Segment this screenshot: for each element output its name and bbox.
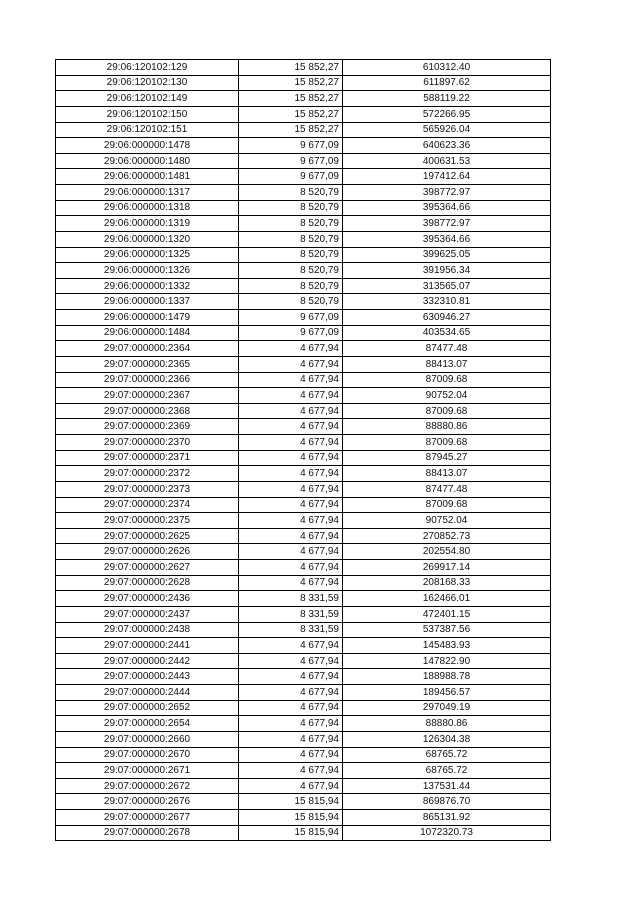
rate-cell: 4 677,94 (239, 716, 343, 732)
cadastral-number-cell: 29:06:120102:149 (56, 91, 239, 107)
rate-cell: 4 677,94 (239, 731, 343, 747)
table-row (56, 75, 551, 91)
cadastral-number-cell: 29:07:000000:2670 (56, 747, 239, 763)
rate-cell: 4 677,94 (239, 685, 343, 701)
value-cell: 68765.72 (343, 747, 551, 763)
cadastral-number-cell: 29:07:000000:2660 (56, 731, 239, 747)
value-cell: 398772.97 (343, 216, 551, 232)
cadastral-number-cell: 29:06:000000:1481 (56, 169, 239, 185)
value-cell: 87009.68 (343, 372, 551, 388)
cadastral-number-cell: 29:06:000000:1325 (56, 247, 239, 263)
rate-cell: 15 815,94 (239, 794, 343, 810)
rate-cell: 9 677,09 (239, 169, 343, 185)
rate-cell: 4 677,94 (239, 528, 343, 544)
value-cell: 87945.27 (343, 450, 551, 466)
value-cell: 640623.36 (343, 138, 551, 154)
value-cell: 87477.48 (343, 341, 551, 357)
table-row (56, 263, 551, 279)
value-cell: 399625.05 (343, 247, 551, 263)
cadastral-number-cell: 29:06:000000:1320 (56, 231, 239, 247)
table-row (56, 294, 551, 310)
value-cell: 88413.07 (343, 466, 551, 482)
table-row (56, 747, 551, 763)
value-cell: 88880.86 (343, 419, 551, 435)
rate-cell: 8 520,79 (239, 185, 343, 201)
cadastral-number-cell: 29:07:000000:2372 (56, 466, 239, 482)
rate-cell: 15 852,27 (239, 106, 343, 122)
value-cell: 332310.81 (343, 294, 551, 310)
value-cell: 565926.04 (343, 122, 551, 138)
cadastral-number-cell: 29:07:000000:2676 (56, 794, 239, 810)
value-cell: 398772.97 (343, 185, 551, 201)
value-cell: 472401.15 (343, 606, 551, 622)
table-row (56, 513, 551, 529)
cadastral-number-cell: 29:07:000000:2438 (56, 622, 239, 638)
value-cell: 90752.04 (343, 388, 551, 404)
cadastral-number-cell: 29:07:000000:2373 (56, 481, 239, 497)
rate-cell: 9 677,09 (239, 153, 343, 169)
cadastral-number-cell: 29:07:000000:2371 (56, 450, 239, 466)
value-cell: 188988.78 (343, 669, 551, 685)
value-cell: 87009.68 (343, 435, 551, 451)
rate-cell: 15 852,27 (239, 91, 343, 107)
value-cell: 270852.73 (343, 528, 551, 544)
value-cell: 197412.64 (343, 169, 551, 185)
cadastral-number-cell: 29:07:000000:2441 (56, 638, 239, 654)
table-row (56, 466, 551, 482)
table-row (56, 403, 551, 419)
rate-cell: 4 677,94 (239, 372, 343, 388)
rate-cell: 15 815,94 (239, 810, 343, 826)
value-cell: 189456.57 (343, 685, 551, 701)
cadastral-number-cell: 29:07:000000:2625 (56, 528, 239, 544)
cadastral-number-cell: 29:06:120102:129 (56, 60, 239, 76)
table-row (56, 591, 551, 607)
cadastral-number-cell: 29:07:000000:2671 (56, 763, 239, 779)
cadastral-number-cell: 29:06:000000:1332 (56, 278, 239, 294)
data-table (55, 59, 551, 841)
table-row (56, 606, 551, 622)
rate-cell: 15 815,94 (239, 825, 343, 841)
rate-cell: 4 677,94 (239, 356, 343, 372)
rate-cell: 4 677,94 (239, 419, 343, 435)
table-row (56, 325, 551, 341)
table-row (56, 356, 551, 372)
cadastral-number-cell: 29:06:120102:130 (56, 75, 239, 91)
cadastral-number-cell: 29:07:000000:2368 (56, 403, 239, 419)
table-row (56, 700, 551, 716)
value-cell: 202554.80 (343, 544, 551, 560)
rate-cell: 4 677,94 (239, 700, 343, 716)
table-row (56, 544, 551, 560)
rate-cell: 4 677,94 (239, 778, 343, 794)
value-cell: 400631.53 (343, 153, 551, 169)
value-cell: 68765.72 (343, 763, 551, 779)
table-row (56, 231, 551, 247)
table-row (56, 341, 551, 357)
rate-cell: 4 677,94 (239, 435, 343, 451)
cadastral-number-cell: 29:07:000000:2626 (56, 544, 239, 560)
cadastral-number-cell: 29:06:000000:1484 (56, 325, 239, 341)
rate-cell: 4 677,94 (239, 763, 343, 779)
table-row (56, 685, 551, 701)
cadastral-number-cell: 29:07:000000:2678 (56, 825, 239, 841)
cadastral-number-cell: 29:06:000000:1317 (56, 185, 239, 201)
cadastral-number-cell: 29:07:000000:2444 (56, 685, 239, 701)
table-row (56, 310, 551, 326)
table-row (56, 247, 551, 263)
rate-cell: 8 520,79 (239, 263, 343, 279)
rate-cell: 8 520,79 (239, 216, 343, 232)
cadastral-number-cell: 29:07:000000:2654 (56, 716, 239, 732)
rate-cell: 8 520,79 (239, 247, 343, 263)
cadastral-number-cell: 29:07:000000:2364 (56, 341, 239, 357)
rate-cell: 4 677,94 (239, 513, 343, 529)
rate-cell: 4 677,94 (239, 669, 343, 685)
table-row (56, 185, 551, 201)
table-row (56, 216, 551, 232)
value-cell: 87009.68 (343, 497, 551, 513)
table-row (56, 653, 551, 669)
table-row (56, 716, 551, 732)
value-cell: 630946.27 (343, 310, 551, 326)
table-row (56, 731, 551, 747)
rate-cell: 8 520,79 (239, 231, 343, 247)
table-row (56, 669, 551, 685)
value-cell: 403534.65 (343, 325, 551, 341)
rate-cell: 4 677,94 (239, 341, 343, 357)
cadastral-number-cell: 29:07:000000:2627 (56, 560, 239, 576)
table-row (56, 638, 551, 654)
cadastral-number-cell: 29:07:000000:2442 (56, 653, 239, 669)
table-row (56, 122, 551, 138)
value-cell: 610312.40 (343, 60, 551, 76)
table-row (56, 200, 551, 216)
value-cell: 137531.44 (343, 778, 551, 794)
cadastral-number-cell: 29:06:000000:1326 (56, 263, 239, 279)
cadastral-number-cell: 29:07:000000:2677 (56, 810, 239, 826)
value-cell: 395364.66 (343, 231, 551, 247)
table-row (56, 622, 551, 638)
table-row (56, 481, 551, 497)
cadastral-number-cell: 29:07:000000:2652 (56, 700, 239, 716)
value-cell: 395364.66 (343, 200, 551, 216)
rate-cell: 4 677,94 (239, 653, 343, 669)
table-row (56, 810, 551, 826)
cadastral-number-cell: 29:06:000000:1479 (56, 310, 239, 326)
table-row (56, 278, 551, 294)
value-cell: 269917.14 (343, 560, 551, 576)
value-cell: 90752.04 (343, 513, 551, 529)
table-row (56, 794, 551, 810)
cadastral-number-cell: 29:06:000000:1337 (56, 294, 239, 310)
table-row (56, 435, 551, 451)
value-cell: 297049.19 (343, 700, 551, 716)
rate-cell: 9 677,09 (239, 138, 343, 154)
cadastral-number-cell: 29:07:000000:2437 (56, 606, 239, 622)
table-body (56, 60, 551, 841)
value-cell: 87477.48 (343, 481, 551, 497)
cadastral-number-cell: 29:07:000000:2672 (56, 778, 239, 794)
cadastral-number-cell: 29:07:000000:2374 (56, 497, 239, 513)
cadastral-number-cell: 29:06:120102:151 (56, 122, 239, 138)
value-cell: 611897.62 (343, 75, 551, 91)
cadastral-number-cell: 29:07:000000:2370 (56, 435, 239, 451)
rate-cell: 4 677,94 (239, 403, 343, 419)
value-cell: 87009.68 (343, 403, 551, 419)
cadastral-number-cell: 29:07:000000:2366 (56, 372, 239, 388)
value-cell: 162466.01 (343, 591, 551, 607)
cadastral-number-cell: 29:07:000000:2436 (56, 591, 239, 607)
value-cell: 126304.38 (343, 731, 551, 747)
rate-cell: 4 677,94 (239, 575, 343, 591)
value-cell: 865131.92 (343, 810, 551, 826)
table-row (56, 528, 551, 544)
table-row (56, 153, 551, 169)
cadastral-number-cell: 29:06:120102:150 (56, 106, 239, 122)
table-row (56, 560, 551, 576)
table-row (56, 169, 551, 185)
rate-cell: 8 331,59 (239, 622, 343, 638)
rate-cell: 9 677,09 (239, 310, 343, 326)
rate-cell: 15 852,27 (239, 122, 343, 138)
cadastral-number-cell: 29:06:000000:1318 (56, 200, 239, 216)
value-cell: 313565.07 (343, 278, 551, 294)
rate-cell: 15 852,27 (239, 75, 343, 91)
table-row (56, 450, 551, 466)
cadastral-number-cell: 29:06:000000:1319 (56, 216, 239, 232)
value-cell: 869876.70 (343, 794, 551, 810)
table-row (56, 419, 551, 435)
cadastral-number-cell: 29:07:000000:2375 (56, 513, 239, 529)
rate-cell: 4 677,94 (239, 747, 343, 763)
value-cell: 145483.93 (343, 638, 551, 654)
rate-cell: 4 677,94 (239, 497, 343, 513)
cadastral-number-cell: 29:06:000000:1480 (56, 153, 239, 169)
rate-cell: 8 331,59 (239, 606, 343, 622)
table-row (56, 825, 551, 841)
value-cell: 208168.33 (343, 575, 551, 591)
table-row (56, 60, 551, 76)
rate-cell: 9 677,09 (239, 325, 343, 341)
rate-cell: 8 520,79 (239, 294, 343, 310)
rate-cell: 4 677,94 (239, 388, 343, 404)
cadastral-number-cell: 29:06:000000:1478 (56, 138, 239, 154)
value-cell: 588119.22 (343, 91, 551, 107)
table-row (56, 575, 551, 591)
cadastral-number-cell: 29:07:000000:2369 (56, 419, 239, 435)
table-row (56, 763, 551, 779)
rate-cell: 4 677,94 (239, 481, 343, 497)
table-row (56, 778, 551, 794)
table-row (56, 388, 551, 404)
rate-cell: 8 520,79 (239, 278, 343, 294)
rate-cell: 8 520,79 (239, 200, 343, 216)
rate-cell: 4 677,94 (239, 466, 343, 482)
cadastral-number-cell: 29:07:000000:2443 (56, 669, 239, 685)
value-cell: 391956.34 (343, 263, 551, 279)
value-cell: 1072320.73 (343, 825, 551, 841)
table-row (56, 372, 551, 388)
table-row (56, 106, 551, 122)
rate-cell: 8 331,59 (239, 591, 343, 607)
value-cell: 147822.90 (343, 653, 551, 669)
rate-cell: 15 852,27 (239, 60, 343, 76)
value-cell: 88880.86 (343, 716, 551, 732)
cadastral-number-cell: 29:07:000000:2628 (56, 575, 239, 591)
value-cell: 88413.07 (343, 356, 551, 372)
value-cell: 537387.56 (343, 622, 551, 638)
rate-cell: 4 677,94 (239, 638, 343, 654)
value-cell: 572266.95 (343, 106, 551, 122)
table-row (56, 497, 551, 513)
rate-cell: 4 677,94 (239, 450, 343, 466)
table-row (56, 91, 551, 107)
rate-cell: 4 677,94 (239, 560, 343, 576)
cadastral-number-cell: 29:07:000000:2367 (56, 388, 239, 404)
rate-cell: 4 677,94 (239, 544, 343, 560)
table-row (56, 138, 551, 154)
cadastral-number-cell: 29:07:000000:2365 (56, 356, 239, 372)
